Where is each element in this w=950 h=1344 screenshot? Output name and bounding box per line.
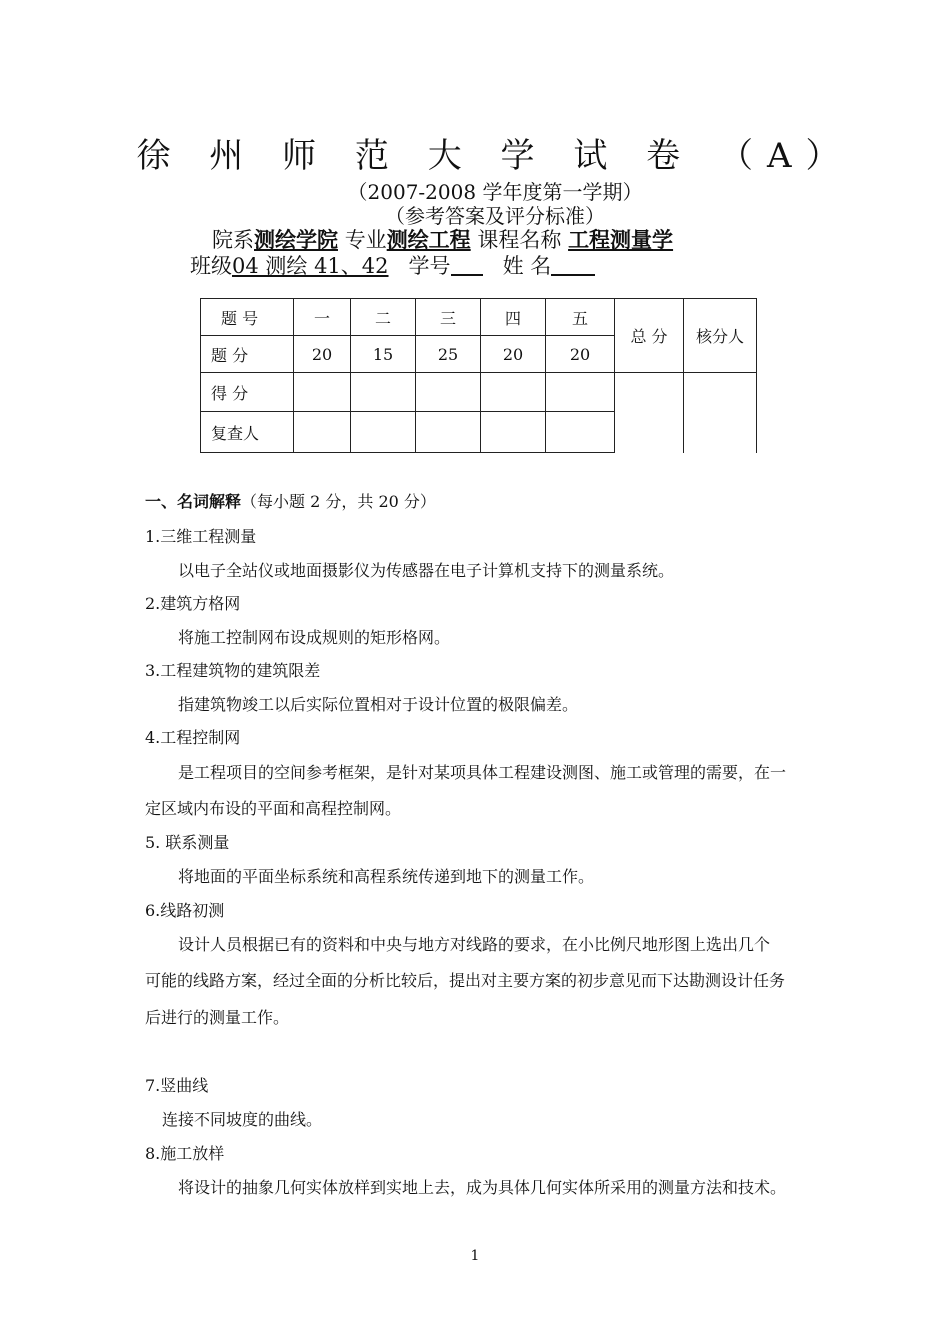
course-value: 工程测量学	[568, 227, 674, 252]
score-cell-5[interactable]	[546, 373, 615, 412]
col-4: 四	[481, 299, 546, 336]
class-label: 班级	[190, 254, 232, 278]
section-heading	[145, 489, 436, 512]
page-number: 1	[470, 1248, 480, 1264]
def-3-line-1: 指建筑物竣工以后实际位置相对于设计位置的极限偏差。	[178, 695, 579, 714]
checker-label: 核分人	[684, 299, 757, 373]
score-cell-2[interactable]	[351, 373, 416, 412]
score-cell-1[interactable]	[294, 373, 351, 412]
score-cell-4[interactable]	[481, 373, 546, 412]
points-1: 20	[294, 336, 351, 373]
term-6: 6.线路初测	[145, 901, 225, 920]
def-4-line-2: 定区域内布设的平面和高程控制网。	[145, 799, 402, 818]
exam-title: 徐 州 师 范 大 学 试 卷 （A）	[136, 136, 854, 176]
term-8: 8.施工放样	[145, 1144, 225, 1163]
total-cell[interactable]	[615, 373, 684, 453]
name-label: 姓 名	[502, 254, 552, 278]
reviewer-cell-4[interactable]	[481, 412, 546, 453]
id-blank	[451, 254, 483, 276]
reviewer-cell-2[interactable]	[351, 412, 416, 453]
term-3: 3.工程建筑物的建筑限差	[145, 661, 321, 680]
term-1: 1.三维工程测量	[145, 527, 257, 546]
class-line	[190, 250, 595, 280]
def-4-line-1: 是工程项目的空间参考框架，是针对某项具体工程建设测图、施工或管理的需要，在一	[178, 763, 787, 782]
score-label: 得 分	[201, 373, 294, 412]
name-blank	[551, 254, 595, 276]
term-5: 5. 联系测量	[145, 833, 230, 852]
def-7-line-1: 连接不同坡度的曲线。	[162, 1110, 323, 1129]
term-7: 7.竖曲线	[145, 1076, 209, 1095]
def-5-line-1: 将地面的平面坐标系统和高程系统传递到地下的测量工作。	[178, 867, 595, 886]
def-6-line-3: 后进行的测量工作。	[145, 1008, 290, 1027]
col-2: 二	[351, 299, 416, 336]
reviewer-cell-3[interactable]	[416, 412, 481, 453]
total-label: 总 分	[615, 299, 684, 373]
points-3: 25	[416, 336, 481, 373]
course-label: 课程名称	[477, 228, 562, 252]
def-1-line-1: 以电子全站仪或地面摄影仪为传感器在电子计算机支持下的测量系统。	[178, 561, 675, 580]
points-4: 20	[481, 336, 546, 373]
term-4: 4.工程控制网	[145, 728, 241, 747]
question-number-label: 题 号	[201, 299, 294, 336]
id-label: 学号	[408, 254, 451, 278]
major-value: 测绘工程	[386, 227, 471, 252]
dept-label: 院系	[212, 228, 254, 252]
col-3: 三	[416, 299, 481, 336]
dept-value: 测绘学院	[254, 227, 338, 252]
exam-note: （参考答案及评分标准）	[385, 204, 605, 228]
class-value: 04 测绘 41、42	[232, 254, 389, 278]
reviewer-cell-1[interactable]	[294, 412, 351, 453]
points-2: 15	[351, 336, 416, 373]
col-5: 五	[546, 299, 615, 336]
section-note: （每小题 2 分，共 20 分）	[241, 492, 436, 511]
def-2-line-1: 将施工控制网布设成规则的矩形格网。	[178, 628, 451, 647]
checker-cell[interactable]	[684, 373, 757, 453]
reviewer-cell-5[interactable]	[546, 412, 615, 453]
def-6-line-2: 可能的线路方案，经过全面的分析比较后，提出对主要方案的初步意见而下达勘测设计任务	[145, 971, 786, 990]
major-label: 专业	[344, 228, 387, 252]
col-1: 一	[294, 299, 351, 336]
term-2: 2.建筑方格网	[145, 594, 241, 613]
exam-term: （2007-2008 学年度第一学期）	[347, 180, 643, 204]
points-5: 20	[546, 336, 615, 373]
def-6-line-1: 设计人员根据已有的资料和中央与地方对线路的要求，在小比例尺地形图上选出几个	[178, 935, 771, 954]
score-table	[200, 298, 757, 453]
def-8-line-1: 将设计的抽象几何实体放样到实地上去，成为具体几何实体所采用的测量方法和技术。	[178, 1178, 787, 1197]
score-cell-3[interactable]	[416, 373, 481, 412]
section-title: 一、名词解释	[145, 492, 242, 511]
reviewer-label: 复查人	[201, 412, 294, 453]
points-label: 题 分	[201, 336, 294, 373]
